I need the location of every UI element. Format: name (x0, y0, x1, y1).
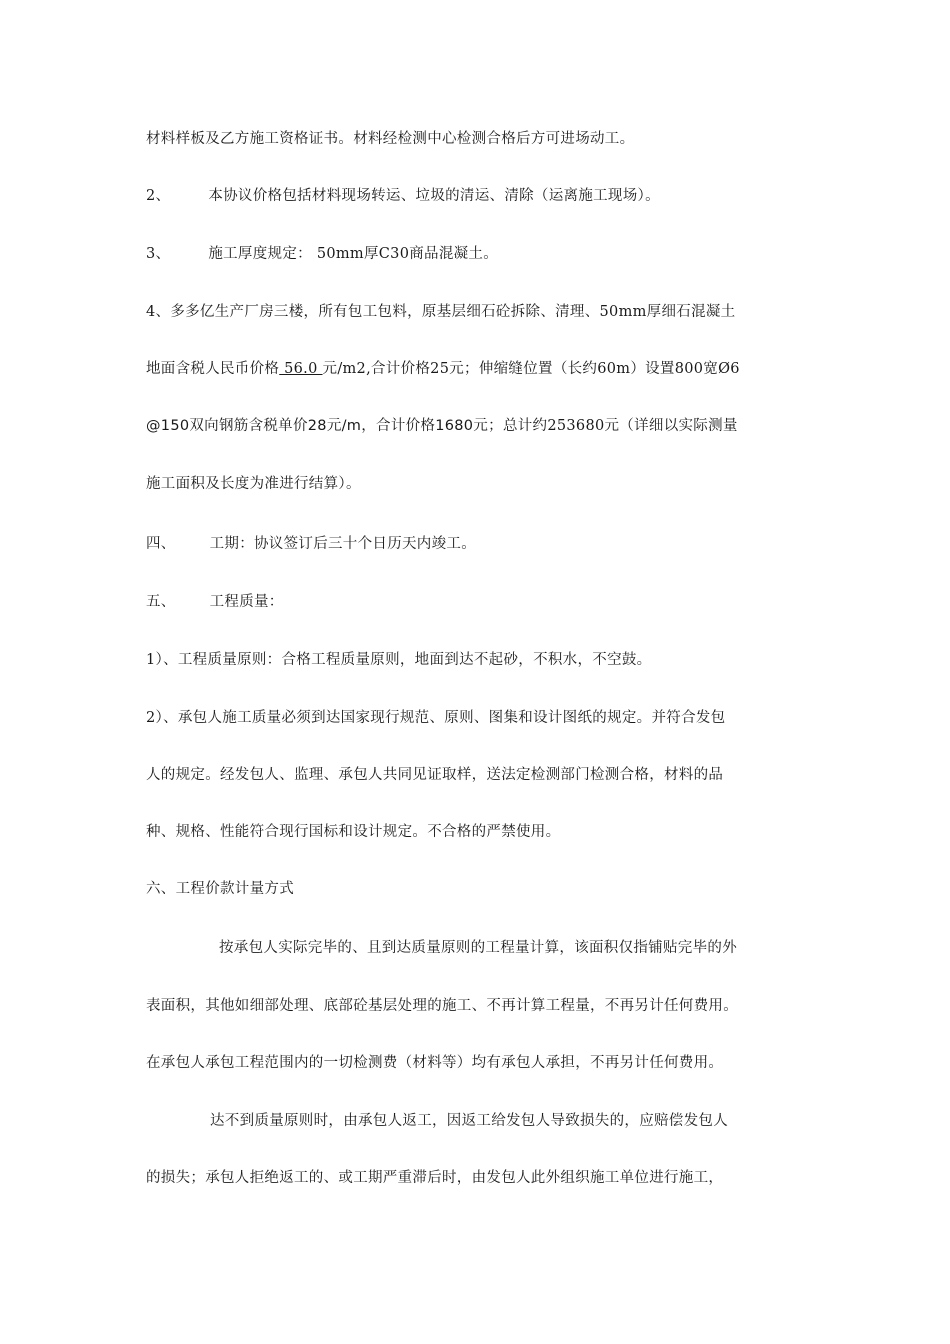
section-number: 五、 (146, 594, 176, 610)
line-text: 表面积，其他如细部处理、底部砼基层处理的施工、不再计算工程量，不再另计任何费用。 (146, 998, 738, 1014)
clause-text: 4、多多亿生产厂房三楼，所有包工包料，原基层细石砼拆除、清理、50mm厚细石混凝土 (146, 304, 736, 320)
paragraph-line (146, 996, 816, 1016)
paragraph-line (146, 416, 816, 436)
paragraph-line (146, 822, 816, 842)
clause-text: 本协议价格包括材料现场转运、垃圾的清运、清除（运离施工现场）。 (208, 188, 660, 204)
quality-item-2 (146, 708, 816, 728)
price-detail: 元/m2,合计价格25元；伸缩缝位置（长约60m）设置800宽Ø6 (322, 361, 740, 377)
paragraph-line (219, 938, 889, 958)
paragraph-line (146, 765, 816, 785)
clause-3 (146, 244, 816, 264)
paragraph-line (146, 1168, 816, 1188)
line-text: 在承包人承包工程范围内的一切检测费（材料等）均有承包人承担，不再另计任何费用。 (146, 1055, 724, 1071)
price-label: 地面含税人民币价格 (146, 361, 280, 377)
section-6-heading (146, 879, 816, 899)
section-4-heading (146, 534, 816, 554)
paragraph-line (210, 1111, 880, 1131)
line-text: 按承包人实际完毕的、且到达质量原则的工程量计算，该面积仅指铺贴完毕的外 (219, 940, 737, 956)
section-text: 工程质量： (209, 594, 284, 610)
clause-4 (146, 302, 816, 322)
paragraph-line (146, 129, 816, 149)
line-text: 的损失；承包人拒绝返工的、或工期严重滞后时，由发包人此外组织施工单位进行施工， (146, 1170, 724, 1186)
paragraph-line (146, 1053, 816, 1073)
price-value: 56.0 (279, 361, 323, 377)
line-text: 人的规定。经发包人、监理、承包人共同见证取样，送法定检测部门检测合格，材料的品 (146, 767, 724, 783)
line-text: 达不到质量原则时，由承包人返工，因返工给发包人导致损失的，应赔偿发包人 (210, 1113, 728, 1129)
clause-number: 2、 (146, 188, 171, 204)
line-text: 材料样板及乙方施工资格证书。材料经检测中心检测合格后方可进场动工。 (146, 131, 635, 147)
paragraph-line (146, 474, 816, 494)
section-text: 工期：协议签订后三十个日历天内竣工。 (209, 536, 477, 552)
total-price: 总计约253680元（详细以实际测量 (502, 418, 738, 434)
line-text: 种、规格、性能符合现行国标和设计规定。不合格的严禁使用。 (146, 824, 561, 840)
quality-item-1 (146, 650, 816, 670)
line-text: 1）、工程质量原则：合格工程质量原则，地面到达不起砂，不积水，不空鼓。 (146, 652, 652, 668)
section-text: 六、工程价款计量方式 (146, 881, 294, 897)
section-number: 四、 (146, 536, 176, 552)
line-text: 2）、承包人施工质量必须到达国家现行规范、原则、图集和设计图纸的规定。并符合发包 (146, 710, 726, 726)
section-5-heading (146, 592, 816, 612)
clause-text: 施工厚度规定： 50mm厚C30商品混凝土。 (208, 246, 499, 262)
clause-2 (146, 186, 816, 206)
rebar-price: @150双向钢筋含税单价28元/m，合计价格1680元； (146, 418, 503, 434)
paragraph-line (146, 359, 816, 379)
clause-number: 3、 (146, 246, 171, 262)
line-text: 施工面积及长度为准进行结算）。 (146, 476, 361, 492)
